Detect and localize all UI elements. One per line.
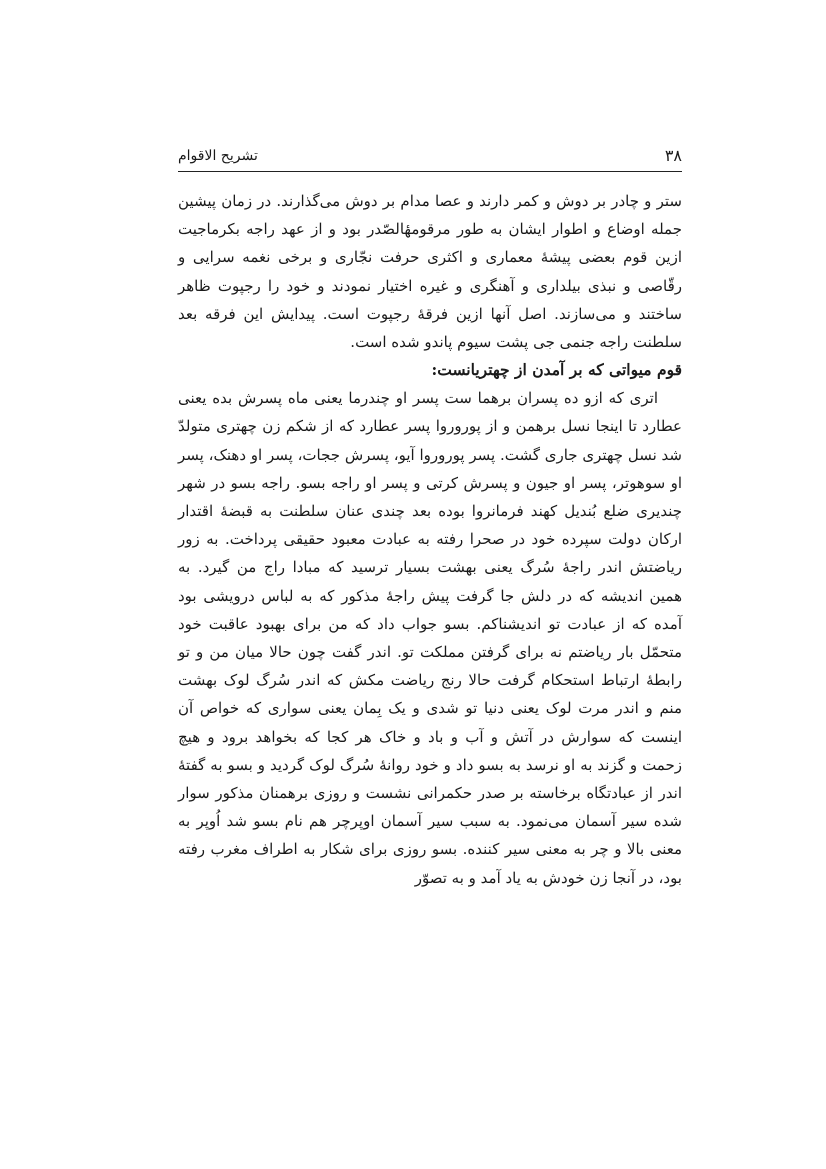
- paragraph-2: اتری که ازو ده پسران برهما ست پسر او چندرما یعنی ماه پسرش بده یعنی عطارد تا اینجا نسل برهمن و از پوروروا پسر عطارد که از شکم زن چهتری متولدّ شد نسل چهتری جاری گشت. پسر پوروروا آیو، پسرش ججات، پسر او دهنک، پسر او سوهوتر، پسر او جیون و پسرش کرتی و پسر او راجه بسو. راجه بسو در شهر چندیری ضلع بُندیل کهند فرمانروا بوده بعد چندی عنان سلطنت به قبضهٔ اقتدار ارکان دولت سپرده خود در صحرا رفته به عبادت معبود حقیقی پرداخت. به زور ریاضتش اندر راجهٔ سُرگ یعنی بهشت بسیار ترسید که مبادا راج من گیرد. به همین اندیشه که در دلش جا گرفت پیش راجهٔ مذکور که به لباس درویشی بود آمده که از عبادت تو اندیشناکم. بسو جواب داد که من برای بهبود عاقبت خود متحمّل بار ریاضتم نه برای گرفتن مملکت تو. اندر گفت چون حالا میان من و تو رابطهٔ ارتباط استحکام گرفت حالا رنج ریاضت مکش که اندر سُرگ لوک بهشت منم و اندر مرت لوک یعنی دنیا تو شدی و یک بِمان یعنی سواری که خواص آن اینست که سوارش در آتش و آب و باد و خاک هر کجا که بخواهد برود و هیچ زحمت و گزند به او نرسد به بسو داد و خود روانهٔ سُرگ لوک گردید و بسو به گفتهٔ اندر از عبادتگاه برخاسته بر صدر حکمرانی نشست و روزی برهمنان مذکور سوار شده سیر آسمان می‌نمود. به سبب سیر آسمان اوپرچر هم نام بسو شد اُوپر به معنی بالا و چر به معنی سیر کننده. بسو روزی برای شکار به اطراف مغرب رفته بود، در آنجا زن خودش به یاد آمد و به تصوّر: [178, 389, 682, 887]
- paragraph-1: ستر و چادر بر دوش و کمر دارند و عصا مدام بر دوش می‌گذارند. در زمان پیشین جمله اوضاع و اطوار ایشان به طور مرقومهٔالصّدر بود و از عهد راجه بکرماجیت ازین قوم بعضی پیشهٔ معماری و اکثری حرفت نجّاری و برخی نغمه سرایی و رقّاصی و نبذی بیلداری و آهنگری و غیره اختیار نمودند و خود را رجپوت ظاهر ساختند و می‌سازند. اصل آنها ازین فرقهٔ رجپوت است. پیدایش این فرقه بعد سلطنت راجه جنمی جی پشت سیوم پاندو شده است.: [178, 192, 682, 352]
- page-number: ۳۸: [664, 146, 682, 165]
- header-divider: [178, 171, 682, 172]
- section-heading: قوم میواتی که بر آمدن از چهتریانست:: [431, 360, 682, 380]
- body-text: [178, 187, 682, 892]
- running-title: تشریح الاقوام: [178, 148, 258, 164]
- page-header: [178, 145, 682, 167]
